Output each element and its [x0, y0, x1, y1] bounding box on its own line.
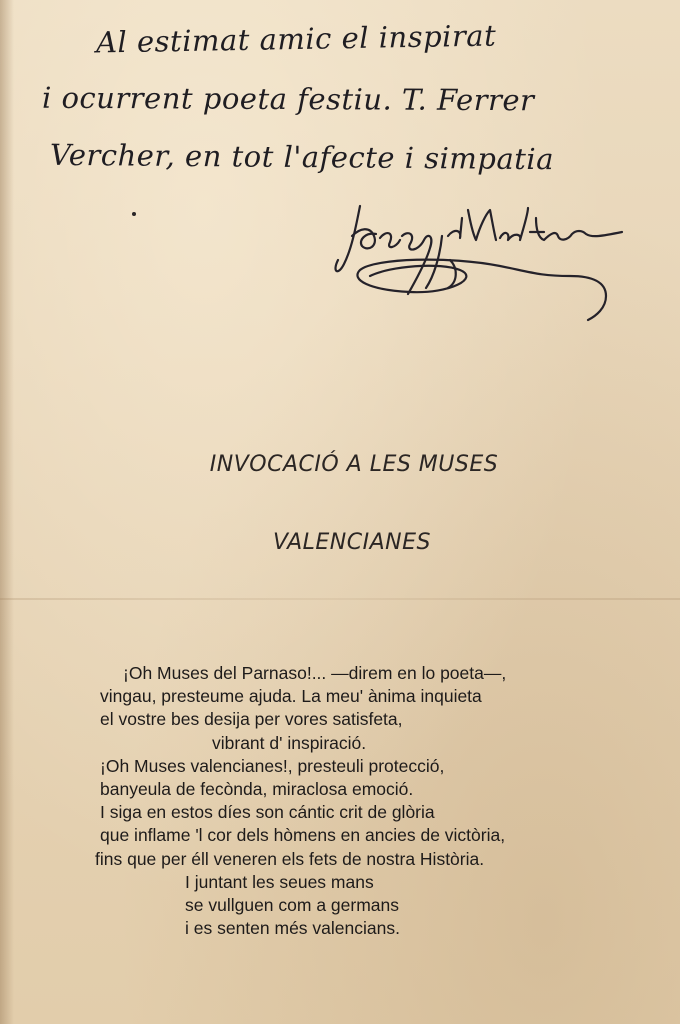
poem-line: ¡Oh Muses valencianes!, presteuli protecció,	[100, 755, 445, 776]
ink-dot	[132, 212, 136, 216]
dedication-line-2: i ocurrent poeta festiu. T. Ferrer	[41, 80, 535, 118]
poem-line: el vostre bes desija per vores satisfeta,	[100, 709, 403, 730]
poem-line: I siga en estos díes son cántic crit de glòria	[100, 802, 435, 823]
poem-line: i es senten més valencians.	[185, 918, 400, 939]
poem	[95, 662, 506, 940]
poem-line: banyeula de fecònda, miraclosa emoció.	[100, 778, 414, 799]
handwritten-signature	[330, 196, 630, 326]
poem-line: que inflame 'l cor dels hòmens en ancies de victòria,	[100, 825, 506, 846]
page-fold	[0, 598, 680, 600]
handwritten-dedication	[0, 0, 680, 330]
poem-line: vibrant d' inspiració.	[212, 732, 367, 753]
dedication-line-1: Al estimat amic el inspirat	[95, 18, 497, 60]
poem-line: I juntant les seues mans	[185, 871, 374, 892]
document-subtitle: VALENCIANES	[273, 530, 431, 555]
poem-line: se vullguen com a germans	[185, 894, 399, 915]
poem-line: ¡Oh Muses del Parnaso!... —direm en lo poeta—,	[123, 663, 507, 683]
poem-line: fins que per éll veneren els fets de nostra Història.	[95, 848, 485, 869]
document-title: INVOCACIÓ A LES MUSES	[209, 452, 499, 477]
poem-line: vingau, presteume ajuda. La meu' ànima inquieta	[100, 686, 482, 707]
dedication-line-3: Vercher, en tot l'afecte i simpatia	[49, 137, 555, 177]
